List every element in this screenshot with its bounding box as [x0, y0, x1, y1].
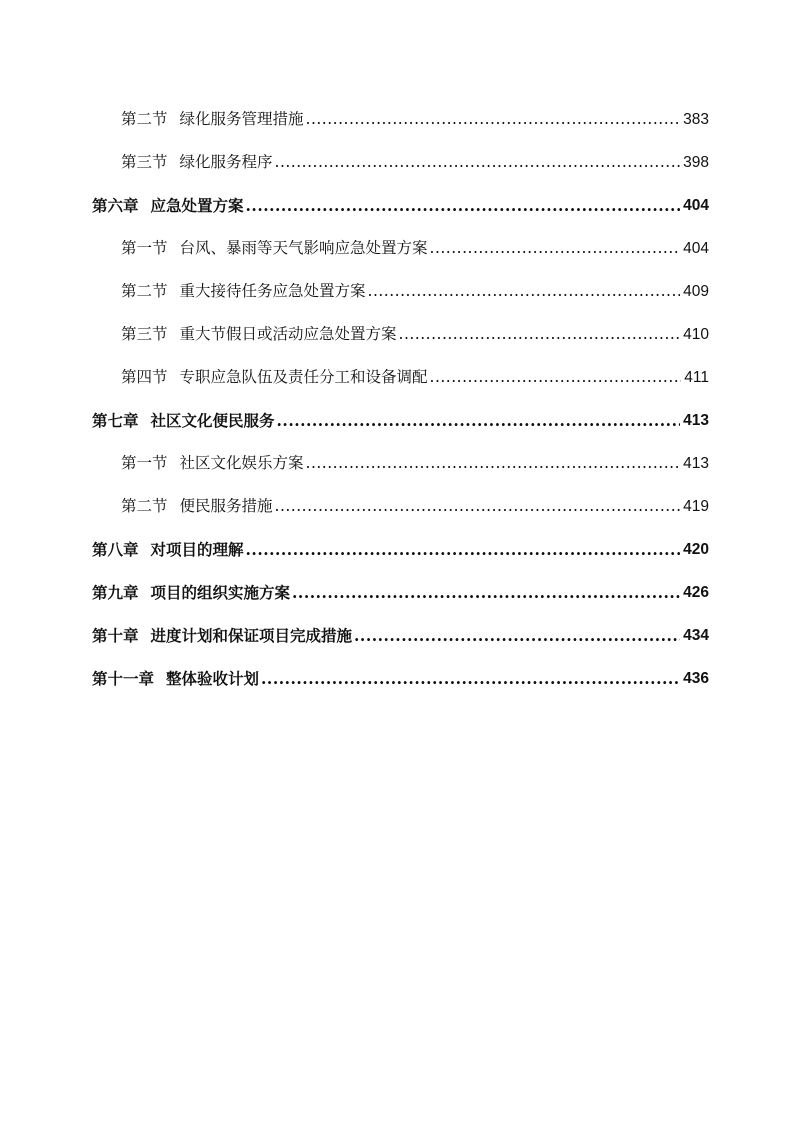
toc-page-number: 398	[683, 154, 709, 171]
toc-entry-label: 整体验收计划	[166, 669, 260, 688]
toc-page-number: 434	[683, 627, 709, 644]
toc-entry-title	[121, 141, 275, 184]
toc-entry-title	[92, 571, 292, 614]
toc-page-number: 409	[683, 283, 709, 300]
toc-entry-label: 社区文化便民服务	[150, 411, 275, 430]
toc-entry-label: 重大接待任务应急处置方案	[179, 282, 366, 300]
toc-chapter-entry[interactable]	[92, 657, 709, 700]
toc-entry-label: 绿化服务程序	[179, 153, 273, 171]
toc-dot-leader	[246, 184, 681, 227]
toc-dot-leader	[399, 313, 681, 356]
table-of-contents	[92, 98, 709, 700]
toc-entry-label: 项目的组织实施方案	[150, 583, 291, 602]
toc-dot-leader	[292, 571, 680, 614]
toc-entry-title	[92, 399, 277, 442]
toc-entry-label: 台风、暴雨等天气影响应急处置方案	[179, 239, 428, 257]
toc-entry-label: 便民服务措施	[179, 497, 273, 515]
toc-page-number: 436	[683, 670, 709, 687]
toc-entry-number: 第九章	[92, 583, 139, 602]
toc-entry-number: 第二节	[121, 282, 168, 300]
toc-entry[interactable]	[92, 227, 709, 270]
toc-page-number: 404	[683, 197, 709, 214]
toc-entry[interactable]	[92, 313, 709, 356]
toc-entry-number: 第四节	[121, 368, 168, 386]
toc-entry-number: 第三节	[121, 153, 168, 171]
toc-chapter-entry[interactable]	[92, 571, 709, 614]
toc-page-number: 410	[683, 326, 709, 343]
toc-entry-label: 对项目的理解	[150, 540, 244, 559]
toc-entry[interactable]	[92, 270, 709, 313]
toc-dot-leader	[430, 356, 682, 399]
toc-page-number: 383	[683, 111, 709, 128]
toc-entry-number: 第六章	[92, 196, 139, 215]
toc-entry-number: 第一节	[121, 454, 168, 472]
toc-entry-title	[92, 657, 261, 700]
toc-entry-label: 重大节假日或活动应急处置方案	[179, 325, 397, 343]
toc-dot-leader	[275, 485, 681, 528]
toc-chapter-entry[interactable]	[92, 528, 709, 571]
toc-entry-label: 社区文化娱乐方案	[179, 454, 304, 472]
toc-entry[interactable]	[92, 141, 709, 184]
toc-entry-label: 应急处置方案	[150, 196, 244, 215]
toc-entry-title	[92, 528, 246, 571]
toc-entry-title	[92, 184, 246, 227]
toc-entry-title	[121, 227, 430, 270]
toc-chapter-entry[interactable]	[92, 614, 709, 657]
toc-entry-title	[121, 356, 430, 399]
toc-page-number: 426	[683, 584, 709, 601]
toc-page-number: 420	[683, 541, 709, 558]
toc-page-number: 419	[683, 498, 709, 515]
toc-dot-leader	[306, 442, 681, 485]
toc-entry-title	[121, 485, 275, 528]
toc-dot-leader	[430, 227, 681, 270]
toc-entry-title	[121, 442, 306, 485]
toc-page-number: 404	[683, 240, 709, 257]
toc-entry-title	[121, 270, 368, 313]
toc-entry-number: 第十一章	[92, 669, 155, 688]
toc-entry-label: 进度计划和保证项目完成措施	[150, 626, 353, 645]
toc-entry-number: 第三节	[121, 325, 168, 343]
toc-entry-number: 第八章	[92, 540, 139, 559]
toc-dot-leader	[277, 399, 681, 442]
toc-entry-number: 第十章	[92, 626, 139, 645]
toc-chapter-entry[interactable]	[92, 184, 709, 227]
toc-entry-number: 第七章	[92, 411, 139, 430]
toc-dot-leader	[246, 528, 681, 571]
toc-entry-title	[121, 313, 399, 356]
toc-dot-leader	[368, 270, 681, 313]
toc-page-number: 413	[683, 412, 709, 429]
toc-dot-leader	[275, 141, 681, 184]
toc-dot-leader	[354, 614, 680, 657]
toc-entry-label: 绿化服务管理措施	[179, 110, 304, 128]
toc-entry-number: 第一节	[121, 239, 168, 257]
toc-dot-leader	[261, 657, 680, 700]
toc-dot-leader	[306, 98, 681, 141]
toc-entry[interactable]	[92, 98, 709, 141]
toc-entry-title	[92, 614, 354, 657]
toc-entry-label: 专职应急队伍及责任分工和设备调配	[179, 368, 428, 386]
toc-entry[interactable]	[92, 356, 709, 399]
toc-entry[interactable]	[92, 442, 709, 485]
toc-chapter-entry[interactable]	[92, 399, 709, 442]
toc-entry-number: 第二节	[121, 497, 168, 515]
toc-page-number: 411	[684, 369, 709, 386]
toc-entry-title	[121, 98, 306, 141]
toc-entry-number: 第二节	[121, 110, 168, 128]
toc-entry[interactable]	[92, 485, 709, 528]
toc-page-number: 413	[683, 455, 709, 472]
